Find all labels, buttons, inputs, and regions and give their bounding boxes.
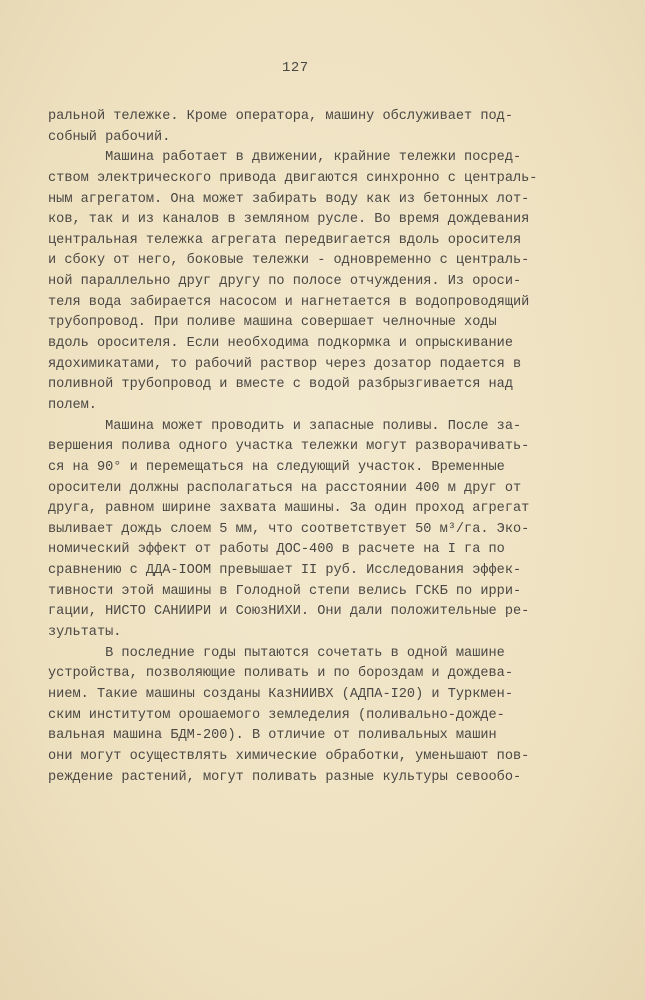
text-line: теля вода забирается насосом и нагнетается в водопроводящий bbox=[48, 294, 530, 310]
text-line: устройства, позволяющие поливать и по бороздам и дождева- bbox=[48, 666, 513, 682]
page-number: 127 bbox=[282, 60, 309, 76]
text-line: Машина может проводить и запасные поливы. После за- bbox=[48, 418, 522, 434]
body-text bbox=[48, 107, 537, 788]
text-line: зультаты. bbox=[48, 625, 122, 641]
text-line: гации, НИСТО САНИИРИ и СоюзНИХИ. Они дали положительные ре- bbox=[48, 604, 530, 620]
text-line: Машина работает в движении, крайние тележки посред- bbox=[48, 150, 522, 166]
text-line: они могут осуществлять химические обработки, уменьшают пов- bbox=[48, 748, 530, 764]
text-line: ральной тележке. Кроме оператора, машину обслуживает под- bbox=[48, 109, 513, 124]
text-line: поливной трубопровод и вместе с водой разбрызгивается над bbox=[48, 377, 513, 393]
text-line: ся на 90° и перемещаться на следующий участок. Временные bbox=[48, 459, 505, 475]
text-line: трубопровод. При поливе машина совершает челночные ходы bbox=[48, 315, 497, 331]
text-line: ядохимикатами, то рабочий раствор через дозатор подается в bbox=[48, 356, 522, 372]
text-line: полем. bbox=[48, 397, 97, 413]
text-line: ством электрического привода двигаются синхронно с централь- bbox=[48, 170, 538, 186]
text-line: сравнению с ДДА-IOOМ превышает II руб. Исследования эффек- bbox=[48, 563, 522, 579]
text-line: реждение растений, могут поливать разные культуры севообо- bbox=[48, 769, 522, 785]
text-line: ным агрегатом. Она может забирать воду как из бетонных лот- bbox=[48, 191, 530, 207]
text-line: номический эффект от работы ДОС-400 в расчете на I га по bbox=[48, 542, 505, 558]
text-line: друга, равном ширине захвата машины. За один проход агрегат bbox=[48, 501, 530, 517]
text-line: вдоль оросителя. Если необходима подкормка и опрыскивание bbox=[48, 336, 513, 352]
text-line: ков, так и из каналов в земляном русле. Во время дождевания bbox=[48, 212, 530, 228]
text-line: ной параллельно друг другу по полосе отчуждения. Из ороси- bbox=[48, 274, 522, 290]
text-line: нием. Такие машины созданы КазНИИВХ (АДПА-I20) и Туркмен- bbox=[48, 686, 513, 702]
text-line: центральная тележка агрегата передвигается вдоль оросителя bbox=[48, 232, 522, 248]
text-line: и сбоку от него, боковые тележки - одновременно с централь- bbox=[48, 253, 530, 269]
text-line: ским институтом орошаемого земледелия (поливально-дожде- bbox=[48, 707, 505, 723]
text-line: вальная машина БДМ-200). В отличие от поливальных машин bbox=[48, 728, 497, 744]
text-line: выливает дождь слоем 5 мм, что соответствует 50 м³/га. Эко- bbox=[48, 521, 530, 537]
text-line: вершения полива одного участка тележки могут разворачивать- bbox=[48, 439, 530, 455]
text-line: собный рабочий. bbox=[48, 129, 171, 145]
text-line: В последние годы пытаются сочетать в одной машине bbox=[48, 645, 505, 661]
text-line: оросители должны располагаться на расстоянии 400 м друг от bbox=[48, 480, 522, 496]
text-line: тивности этой машины в Голодной степи велись ГСКБ по ирри- bbox=[48, 583, 522, 599]
